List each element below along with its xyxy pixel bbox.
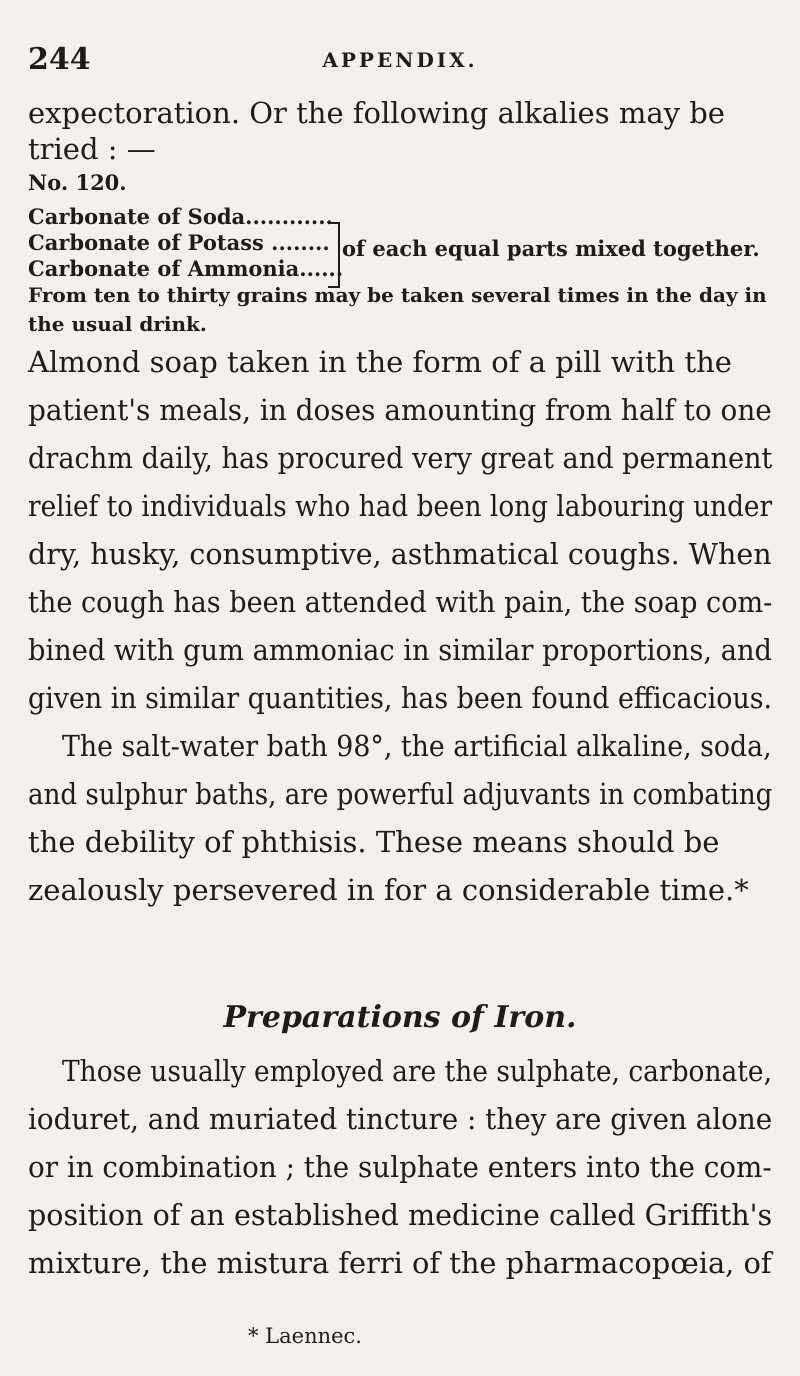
running-title: APPENDIX.: [322, 48, 478, 72]
paragraph-line: Almond soap taken in the form of a pill with the: [28, 345, 732, 379]
paragraph-line: drachm daily, has procured very great and permanent: [28, 441, 773, 475]
paragraph-line: patient's meals, in doses amounting from half to one: [28, 393, 772, 427]
paragraph-line: the debility of phthisis. These means should be: [28, 825, 720, 859]
prescription-note: of each equal parts mixed together.: [342, 236, 760, 261]
prescription-item: Carbonate of Ammonia......: [28, 256, 344, 281]
dose-line: the usual drink.: [28, 312, 207, 336]
iron-line: Those usually employed are the sulphate, carbonate,: [62, 1054, 772, 1088]
page-number: 244: [28, 42, 91, 77]
iron-line: position of an established medicine called Griffith's: [28, 1198, 773, 1232]
paragraph-line: The salt-water bath 98°, the artificial alkaline, soda,: [62, 729, 772, 763]
paragraph-line: bined with gum ammoniac in similar proportions, and: [28, 633, 772, 667]
iron-line: or in combination ; the sulphate enters into the com-: [28, 1150, 772, 1184]
prescription-item: Carbonate of Potass ........: [28, 230, 330, 255]
iron-line: mixture, the mistura ferri of the pharmacopœia, of: [28, 1246, 772, 1280]
paragraph-line: zealously persevered in for a considerable time.*: [28, 873, 749, 907]
intro-line: expectoration. Or the following alkalies may be: [28, 96, 725, 130]
iron-line: ioduret, and muriated tincture : they are given alone: [28, 1102, 773, 1136]
section-heading: Preparations of Iron.: [223, 1000, 577, 1035]
paragraph-line: the cough has been attended with pain, the soap com-: [28, 585, 773, 619]
paragraph-line: relief to individuals who had been long labouring under: [28, 489, 773, 523]
intro-line: tried : —: [28, 132, 156, 166]
dose-line: From ten to thirty grains may be taken several times in the day in: [28, 283, 767, 307]
brace-bracket: [328, 222, 340, 288]
prescription-item: Carbonate of Soda............: [28, 204, 333, 229]
paragraph-line: dry, husky, consumptive, asthmatical coughs. When: [28, 537, 772, 571]
paragraph-line: and sulphur baths, are powerful adjuvants in combating: [28, 777, 773, 811]
paragraph-line: given in similar quantities, has been found efficacious.: [28, 681, 773, 715]
prescription-number: No. 120.: [28, 170, 127, 195]
footnote: * Laennec.: [248, 1324, 362, 1348]
